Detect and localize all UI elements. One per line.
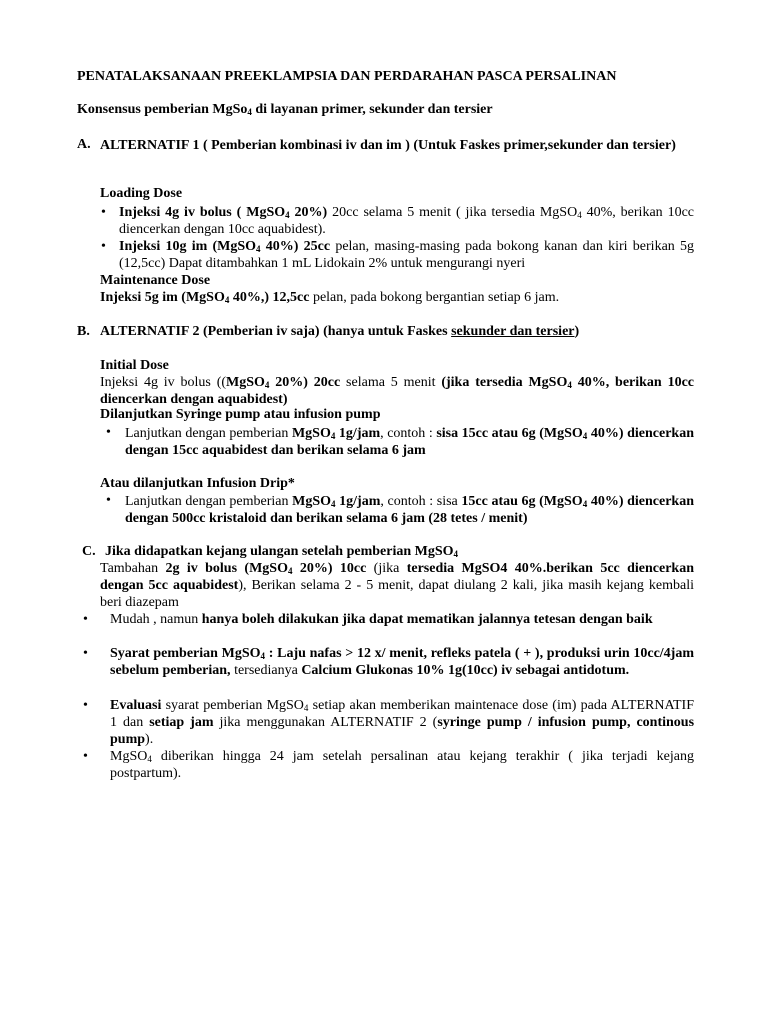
section-c-bullet-1: Mudah , namun hanya boleh dilakukan jika dapat mematikan jalannya tetesan dengan baik — [110, 612, 653, 627]
infusion-drip-label: Atau dilanjutkan Infusion Drip* — [100, 476, 295, 491]
section-c-heading: Jika didapatkan kejang ulangan setelah pemberian MgSO$_4$ — [105, 544, 459, 559]
section-c-letter: C. — [82, 544, 96, 559]
maintenance-dose-text: Injeksi 5g im (MgSO$_4$ 40%,) 12,5cc pelan, pada bokong bergantian setiap 6 jam. — [100, 290, 560, 305]
section-a-letter: A. — [77, 137, 91, 152]
section-c-bullet-3: Evaluasi syarat pemberian MgSO$_4$ setiap akan memberikan maintenace dose (im) pada ALTERNATIF 1 dan setiap jam jika menggunakan ALTERNATIF 2 (syringe pump / infusion pump, continous pump). — [110, 698, 695, 747]
infusion-drip-item: Lanjutkan dengan pemberian MgSO$_4$ 1g/jam, contoh : sisa 15cc atau 6g (MgSO$_4$ 40%) diencerkan dengan 500cc kristaloid dan berikan selama 6 jam (28 tetes / menit) — [125, 494, 695, 526]
bullet-icon: • — [106, 493, 111, 508]
subtitle: Konsensus pemberian MgSo$_4$ di layanan primer, sekunder dan tersier — [77, 102, 493, 117]
loading-item-2: Injeksi 10g im (MgSO$_4$ 40%) 25cc pelan, masing-masing pada bokong kanan dan kiri berikan 5g (12,5cc) Dapat ditambahkan 1 mL Lidokain 2% untuk mengurangi nyeri — [119, 239, 695, 271]
initial-dose-text: Injeksi 4g iv bolus ((MgSO$_4$ 20%) 20cc selama 5 menit (jika tersedia MgSO$_4$ 40%, berikan 10cc diencerkan dengan aquabidest) — [100, 375, 694, 407]
bullet-icon: • — [83, 698, 88, 713]
section-c-paragraph: Tambahan 2g iv bolus (MgSO$_4$ 20%) 10cc (jika tersedia MgSO4 40%.berikan 5cc diencerkan dengan 5cc aquabidest), Berikan selama 2 - 5 menit, dapat diulang 2 kali, jika masih kejang kembali beri diazepam — [100, 561, 695, 610]
section-a-heading: ALTERNATIF 1 ( Pemberian kombinasi iv dan im ) (Untuk Faskes primer,sekunder dan tersier) — [100, 138, 676, 153]
bullet-icon: • — [83, 612, 88, 627]
bullet-icon: • — [101, 205, 106, 220]
loading-item-1: Injeksi 4g iv bolus ( MgSO$_4$ 20%) 20cc selama 5 menit ( jika tersedia MgSO$_4$ 40%, berikan 10cc diencerkan dengan 10cc aquabidest). — [119, 205, 694, 237]
bullet-icon: • — [83, 646, 88, 661]
section-b-letter: B. — [77, 324, 90, 339]
page-title: PENATALAKSANAAN PREEKLAMPSIA DAN PERDARAHAN PASCA PERSALINAN — [77, 69, 617, 84]
section-b-heading: ALTERNATIF 2 (Pemberian iv saja) (hanya untuk Faskes sekunder dan tersier) — [100, 324, 580, 339]
bullet-icon: • — [101, 239, 106, 254]
section-c-bullet-4: MgSO$_4$ diberikan hingga 24 jam setelah persalinan atau kejang terakhir ( jika terjadi kejang postpartum). — [110, 749, 694, 781]
bullet-icon: • — [106, 425, 111, 440]
bullet-icon: • — [83, 749, 88, 764]
section-c-bullet-2: Syarat pemberian MgSO$_4$ : Laju nafas > 12 x/ menit, refleks patela ( + ), produksi urin 10cc/4jam sebelum pemberian, tersedianya Calcium Glukonas 10% 1g(10cc) iv sebagai antidotum. — [110, 646, 695, 678]
syringe-pump-item: Lanjutkan dengan pemberian MgSO$_4$ 1g/jam, contoh : sisa 15cc atau 6g (MgSO$_4$ 40%) diencerkan dengan 15cc aquabidest dan berikan selama 6 jam — [125, 426, 694, 458]
syringe-pump-label: Dilanjutkan Syringe pump atau infusion pump — [100, 407, 381, 422]
initial-dose-label: Initial Dose — [100, 358, 169, 373]
loading-dose-label: Loading Dose — [100, 186, 183, 201]
maintenance-dose-label: Maintenance Dose — [100, 273, 211, 288]
